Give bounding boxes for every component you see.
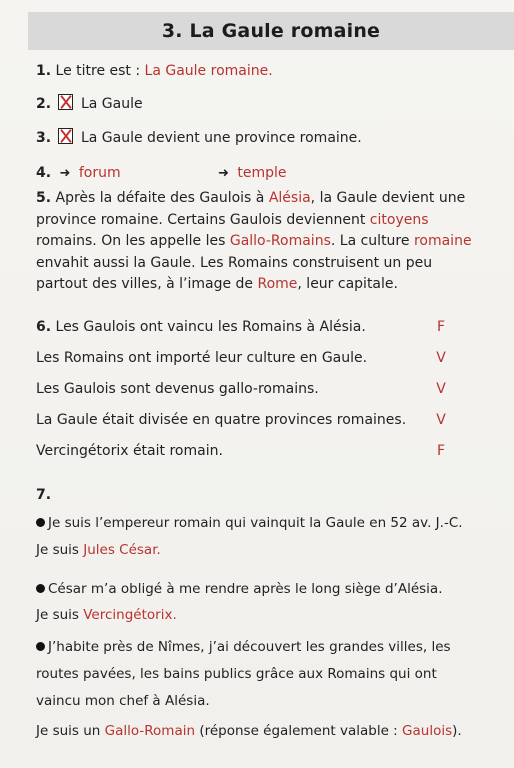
- checked-box-icon: [58, 94, 73, 110]
- answer-word: citoyens: [369, 211, 429, 228]
- question-7: [36, 486, 51, 504]
- answer-word: Alésia: [268, 190, 311, 206]
- statement-text: [36, 380, 319, 398]
- question-4-second: [214, 164, 287, 183]
- section-header: [28, 12, 514, 50]
- riddle-1-answer: [36, 541, 161, 559]
- checked-box-icon: [58, 128, 73, 144]
- true-false-answer: V: [436, 412, 446, 428]
- question-5-text: [36, 188, 486, 296]
- paragraph-text: , leur capitale.: [297, 276, 398, 292]
- clue-text: J’habite près de Nîmes, j’ai découvert les grandes villes, les: [48, 639, 451, 655]
- statement-label: Vercingétorix était romain.: [36, 443, 223, 459]
- answer-text: Jules César.: [83, 542, 161, 558]
- statement-text: [36, 349, 367, 367]
- true-false-row: [36, 442, 456, 460]
- true-false-row: [36, 318, 456, 336]
- bullet-icon: [36, 584, 45, 593]
- answer-prefix: Je suis: [36, 542, 84, 558]
- paragraph-text: . La culture: [330, 233, 414, 249]
- clue-text: César m’a obligé à me rendre après le long siège d’Alésia.: [48, 581, 443, 597]
- answer-alt-text: Gaulois: [402, 723, 453, 739]
- answer-text: Vercingétorix.: [83, 607, 177, 623]
- answer-prefix: Je suis un: [36, 723, 105, 739]
- riddle-3-answer: [36, 722, 462, 740]
- riddle-2-answer: [36, 606, 177, 624]
- true-false-answer: V: [436, 381, 446, 397]
- clue-text: vaincu mon chef à Alésia.: [36, 693, 210, 709]
- statement-text: [36, 442, 223, 460]
- answer-text: La Gaule: [80, 96, 143, 112]
- true-false-answer: F: [436, 319, 446, 335]
- answer-text: La Gaule devient une province romaine.: [80, 130, 362, 146]
- answer-word: Gallo-Romains: [229, 233, 331, 249]
- question-number: 6.: [36, 319, 52, 335]
- question-5: [36, 188, 486, 296]
- answer-text: Gallo-Romain: [104, 723, 196, 739]
- paragraph-text: romains. On les appelle les: [36, 233, 230, 249]
- bullet-icon: [36, 518, 45, 527]
- true-false-row: [36, 380, 456, 398]
- answer-forum: forum: [78, 165, 121, 181]
- paragraph-text: Après la défaite des Gaulois à: [51, 190, 269, 206]
- answer-temple: temple: [237, 165, 287, 181]
- bullet-icon: [36, 642, 45, 651]
- question-number: 3.: [36, 130, 52, 146]
- question-number: 7.: [36, 487, 52, 503]
- answer-text: La Gaule romaine.: [144, 63, 273, 79]
- question-number: 2.: [36, 96, 52, 112]
- statement-label: La Gaule était divisée en quatre provinces romaines.: [36, 412, 407, 428]
- question-number: 1.: [36, 63, 52, 79]
- true-false-row: [36, 411, 456, 429]
- answer-suffix: ).: [452, 723, 462, 739]
- statement-label: Les Gaulois sont devenus gallo-romains.: [36, 381, 319, 397]
- true-false-answer: F: [436, 443, 446, 459]
- statement-text: [36, 318, 366, 336]
- paragraph-text: envahit aussi la Gaule. Les Romains construisent un peu partout des villes, à l’image de: [36, 254, 433, 292]
- page-title: 3. La Gaule romaine: [161, 20, 381, 42]
- statement-label: Les Gaulois ont vaincu les Romains à Alésia.: [55, 319, 366, 335]
- question-4: [36, 164, 121, 183]
- statement-label: Les Romains ont importé leur culture en Gaule.: [36, 350, 368, 366]
- question-2: [36, 94, 143, 113]
- question-number: 4.: [36, 165, 52, 181]
- true-false-answer: V: [436, 350, 446, 366]
- clue-text: Je suis l’empereur romain qui vainquit la Gaule en 52 av. J.-C.: [48, 515, 463, 531]
- clue-text: routes pavées, les bains publics grâce aux Romains qui ont: [36, 666, 437, 682]
- answer-word: Rome: [257, 276, 298, 292]
- riddle-3-clue-line-2: [36, 665, 437, 683]
- answer-suffix: (réponse également valable :: [195, 723, 403, 739]
- riddle-3-clue-line-1: [36, 638, 451, 656]
- arrow-right-icon: ➜: [59, 166, 71, 181]
- answer-prefix: Je suis: [36, 607, 84, 623]
- true-false-row: [36, 349, 456, 367]
- statement-text: [36, 411, 406, 429]
- question-number: 5.: [36, 190, 52, 206]
- question-text: Le titre est :: [55, 63, 145, 79]
- arrow-right-icon: ➜: [218, 166, 229, 181]
- question-3: [36, 128, 362, 147]
- riddle-3-clue-line-3: [36, 692, 210, 710]
- riddle-2-clue: [36, 580, 443, 598]
- riddle-1-clue: [36, 514, 463, 532]
- question-1: [36, 62, 273, 80]
- paragraph-text: , la Gaule devient une province romaine. Certains Gaulois deviennent: [36, 190, 466, 228]
- answer-word: romaine: [413, 233, 472, 249]
